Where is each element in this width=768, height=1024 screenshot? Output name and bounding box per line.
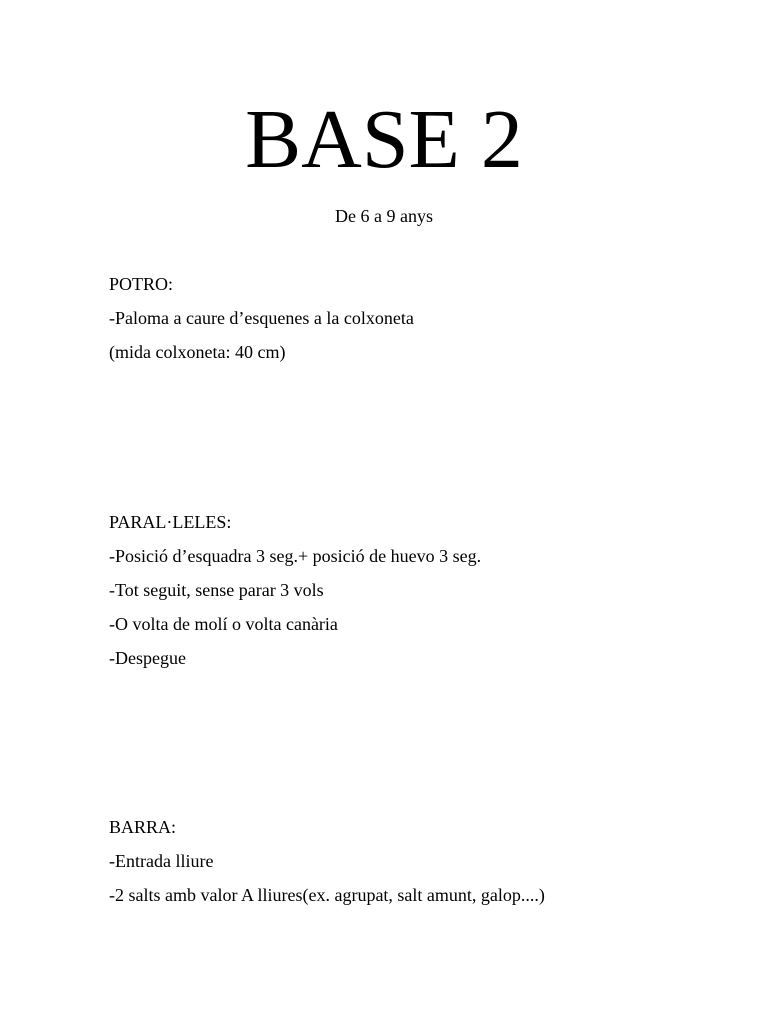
section-line: -Tot seguit, sense parar 3 vols [109,580,324,600]
section-potro [109,272,729,374]
section-heading: BARRA: [109,817,177,837]
section-line: -Despegue [109,648,186,668]
page-subtitle: De 6 a 9 anys [335,206,433,226]
section-line: -Paloma a caure d’esquenes a la colxoneta [109,308,414,328]
page-title: BASE 2 [245,93,523,186]
section-line: -Entrada lliure [109,851,214,871]
section-paralleles [109,510,729,680]
section-line: -2 salts amb valor A lliures(ex. agrupat, salt amunt, galop....) [109,885,545,905]
section-line: (mida colxoneta: 40 cm) [109,342,286,362]
section-heading: POTRO: [109,274,174,294]
section-line: -Posició d’esquadra 3 seg.+ posició de huevo 3 seg. [109,546,482,566]
section-barra [109,815,729,917]
section-line: -O volta de molí o volta canària [109,614,338,634]
section-heading: PARAL·LELES: [109,512,232,532]
